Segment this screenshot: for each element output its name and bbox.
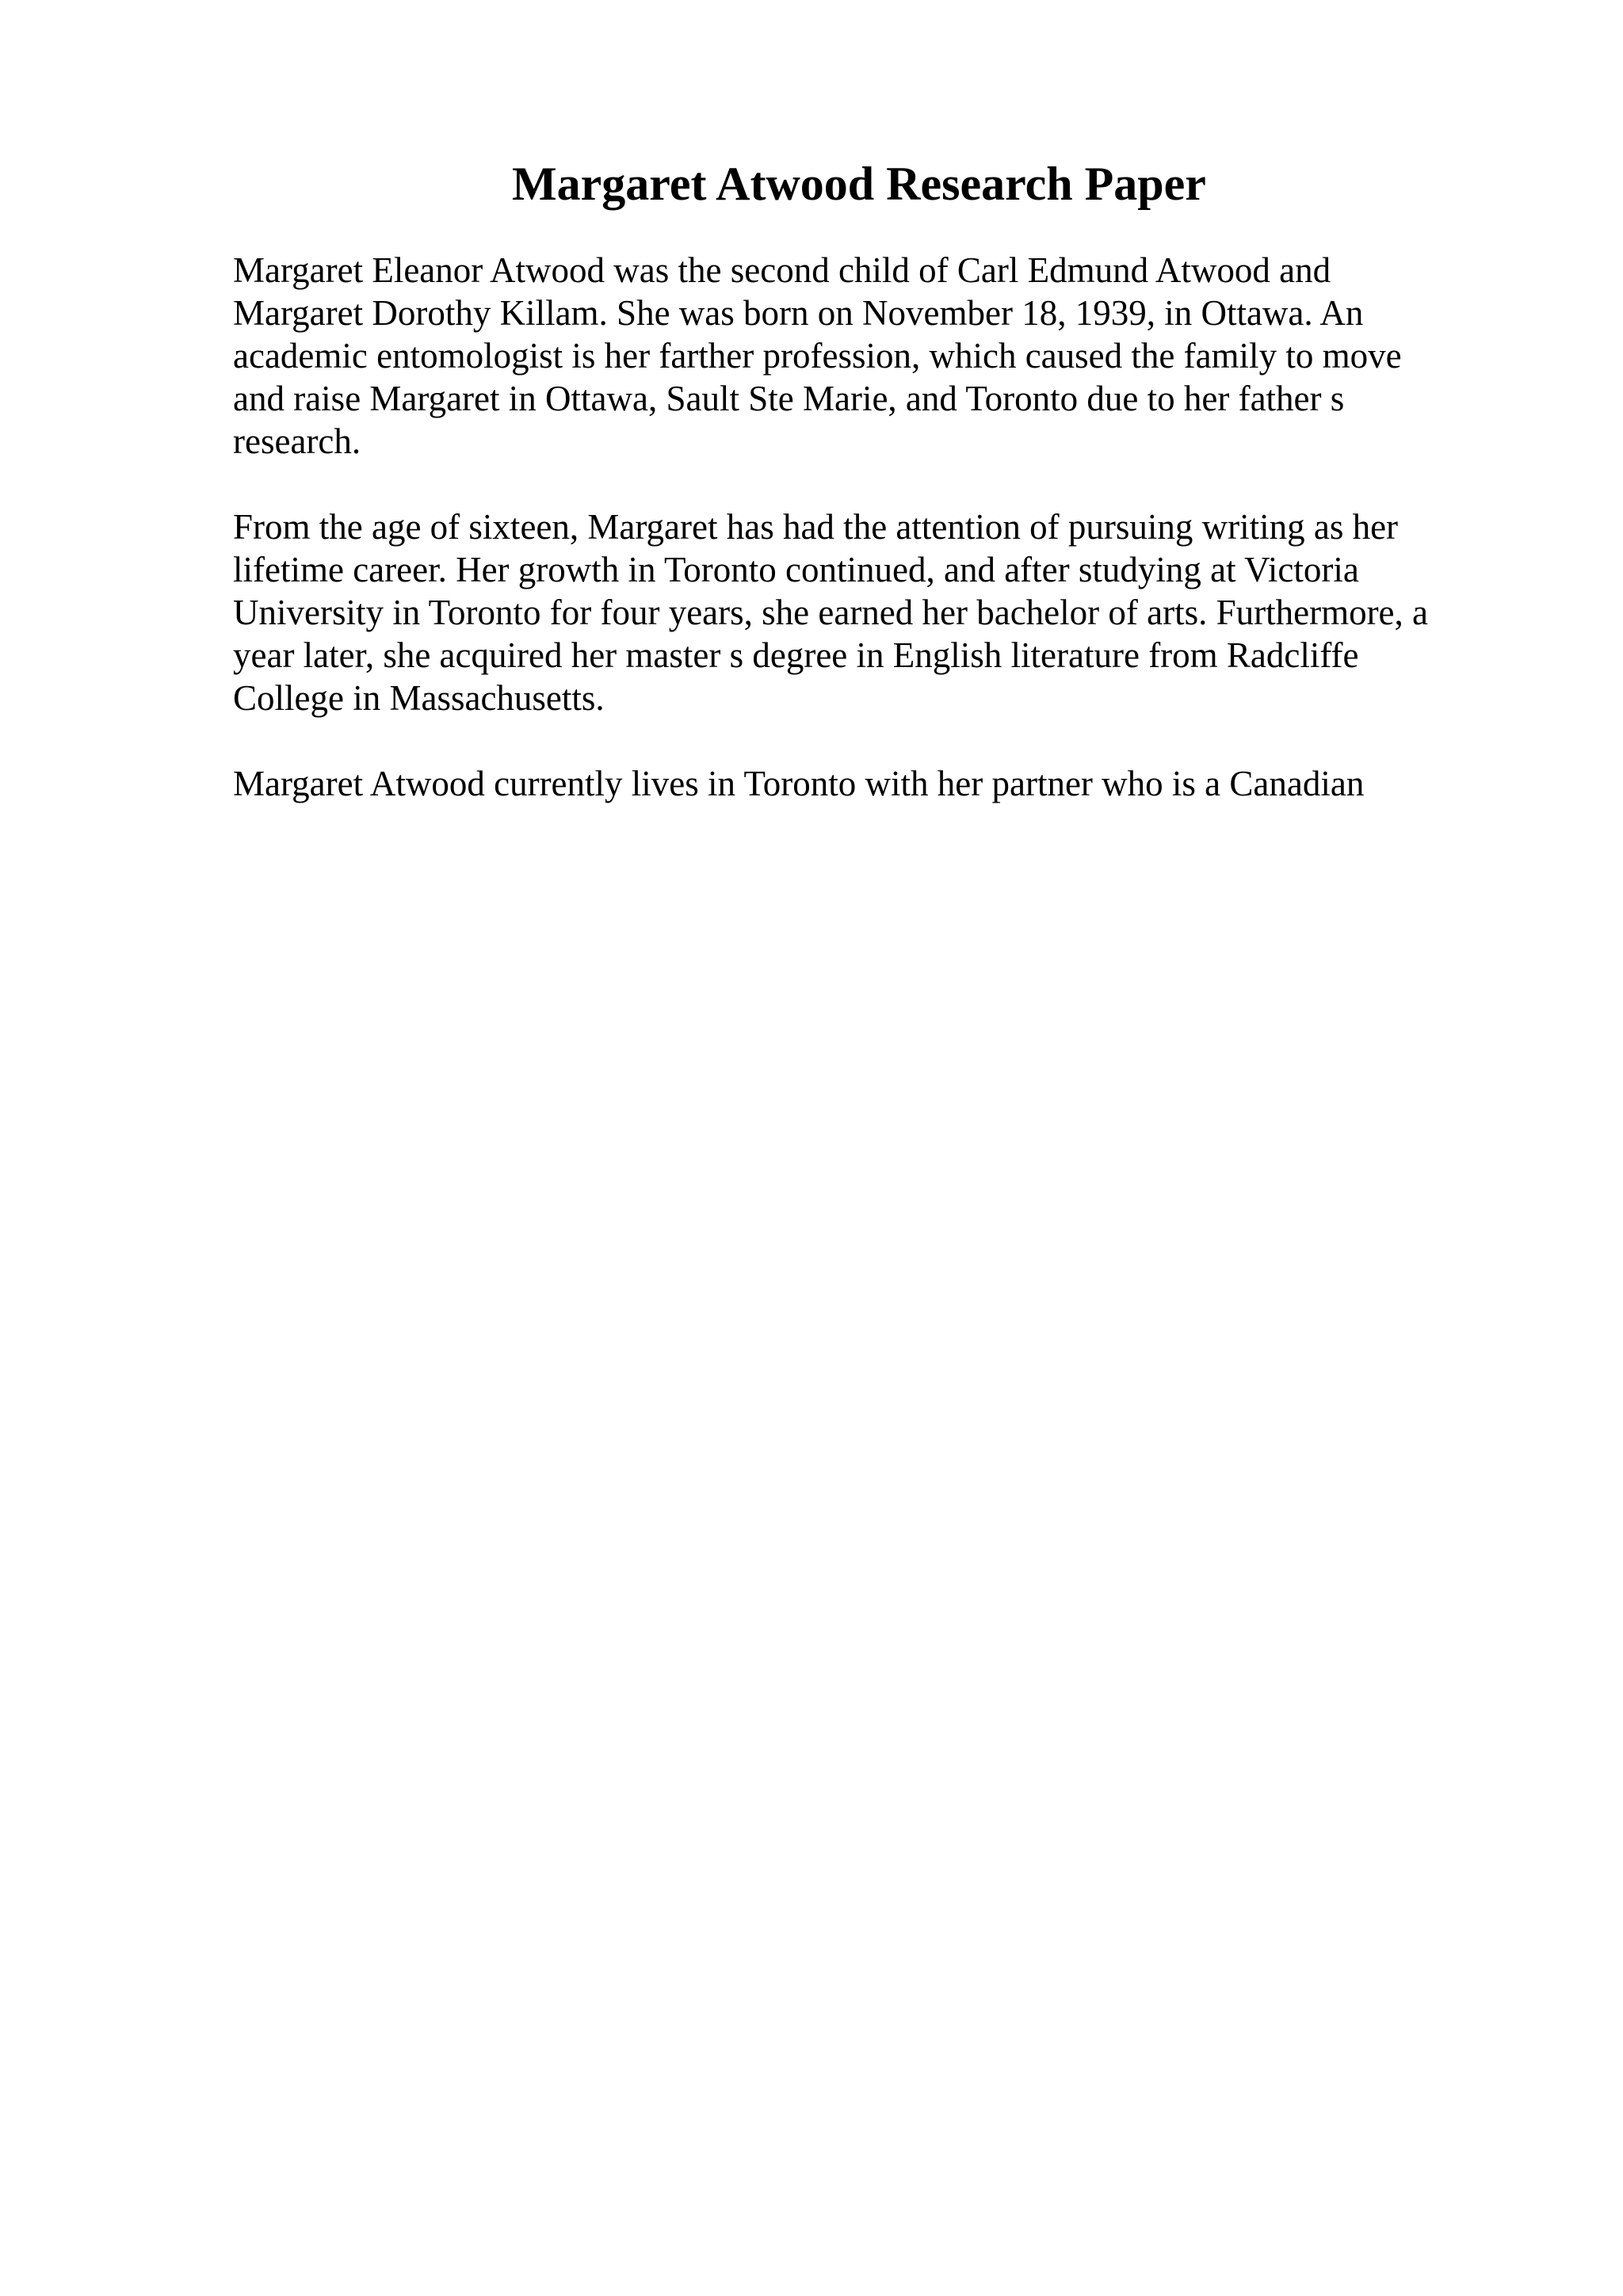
text-line: research.	[233, 421, 361, 461]
text-line: University in Toronto for four years, she earned her bachelor of arts. Furthermore, a	[233, 593, 1429, 632]
text-line: College in Massachusetts.	[233, 678, 605, 718]
paragraph-education	[233, 505, 1428, 719]
paragraph-early-life	[233, 249, 1402, 463]
text-line: and raise Margaret in Ottawa, Sault Ste Marie, and Toronto due to her father s	[233, 379, 1345, 418]
text-line: year later, she acquired her master s degree in English literature from Radcliffe	[233, 635, 1359, 675]
text-line: From the age of sixteen, Margaret has had the attention of pursuing writing as her	[233, 507, 1399, 547]
text-line: Margaret Atwood currently lives in Toronto with her partner who is a Canadian	[233, 764, 1365, 803]
document-title: Margaret Atwood Research Paper	[512, 158, 1206, 210]
text-line: lifetime career. Her growth in Toronto continued, and after studying at Victoria	[233, 550, 1359, 589]
text-line: academic entomologist is her farther profession, which caused the family to move	[233, 336, 1402, 376]
text-line: Margaret Dorothy Killam. She was born on November 18, 1939, in Ottawa. An	[233, 293, 1364, 333]
paragraph-current-life	[233, 762, 1364, 805]
text-line: Margaret Eleanor Atwood was the second child of Carl Edmund Atwood and	[233, 250, 1331, 290]
